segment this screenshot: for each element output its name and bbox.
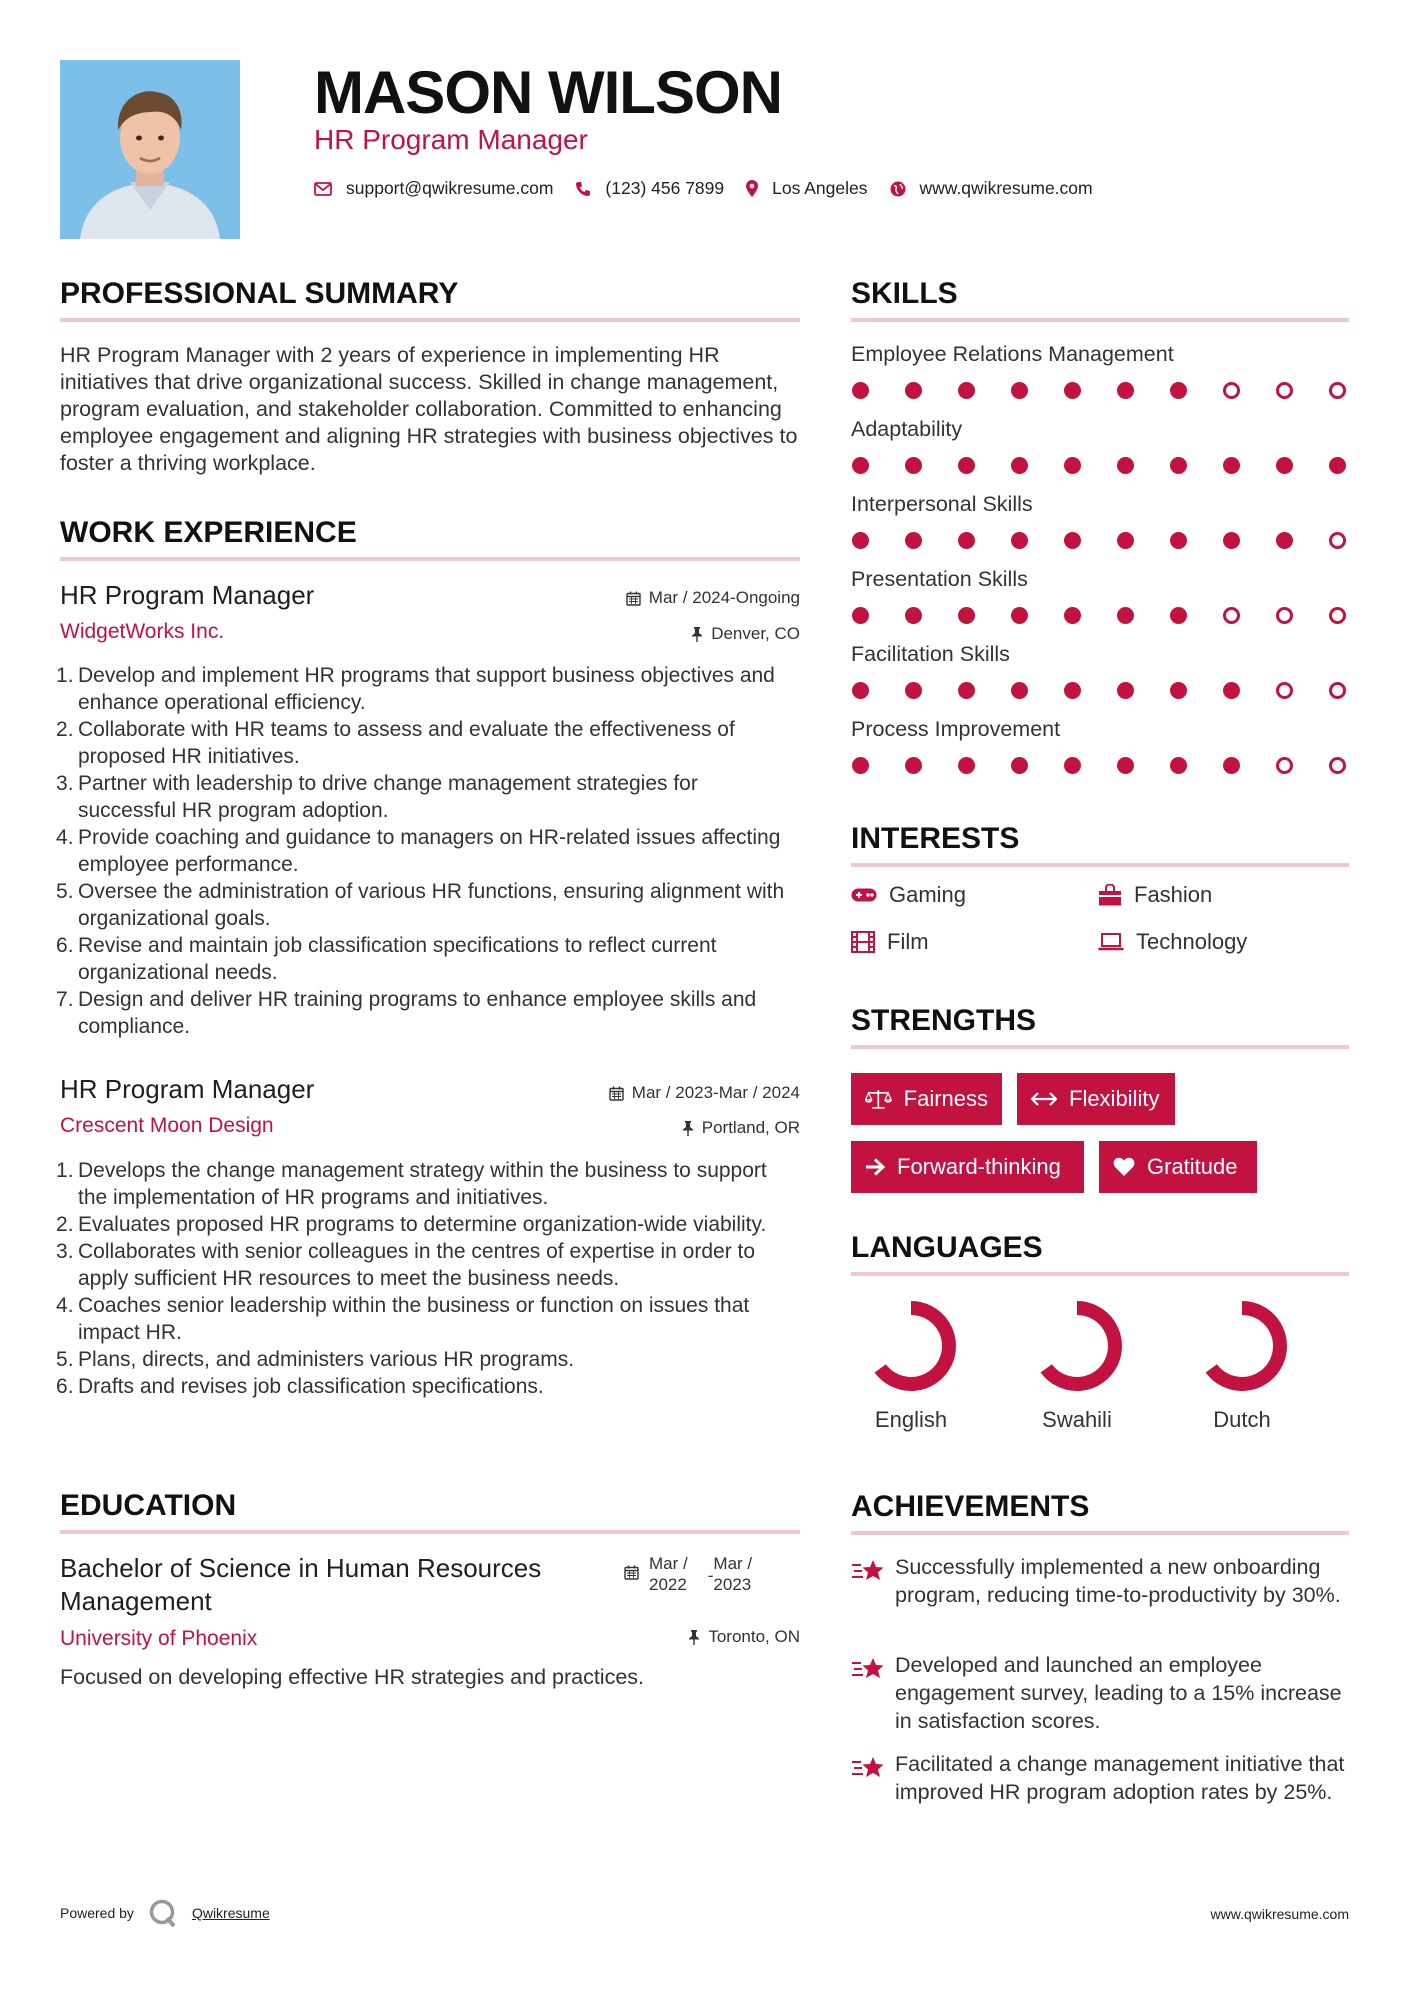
skill-dot-filled: [1064, 607, 1081, 624]
shooting-star-icon: [851, 1557, 885, 1585]
interest-item: [851, 929, 929, 955]
skill-dot-filled: [1223, 532, 1240, 549]
achievement-text: Developed and launched an employee engagement survey, leading to a 15% increase in satisfaction scores.: [895, 1653, 1342, 1733]
job-task-list: [78, 1157, 800, 1400]
section-divider: [851, 1272, 1349, 1276]
education-end-year: 2023: [713, 1575, 752, 1594]
section-title-strengths: STRENGTHS: [851, 1004, 1037, 1037]
strength-label: Gratitude: [1147, 1154, 1238, 1179]
skill-dot-filled: [1064, 682, 1081, 699]
education-location: [688, 1627, 800, 1647]
skill-dot-empty: [1223, 607, 1240, 624]
list-item: Evaluates proposed HR programs to determine organization-wide viability.: [78, 1213, 767, 1236]
section-divider: [851, 863, 1349, 867]
section-divider: [851, 1531, 1349, 1535]
language-item: [1177, 1296, 1307, 1433]
skill-dot-filled: [905, 532, 922, 549]
section-divider: [851, 318, 1349, 322]
section-title-education: EDUCATION: [60, 1489, 237, 1522]
skill-dot-filled: [1223, 457, 1240, 474]
language-name: Dutch: [1213, 1407, 1271, 1432]
skill-dot-filled: [852, 532, 869, 549]
calendar-icon: [624, 1565, 639, 1580]
contact-email-text: support@qwikresume.com: [346, 178, 554, 198]
skill-dot-filled: [1117, 682, 1134, 699]
film-icon: [851, 931, 875, 953]
laptop-icon: [1098, 932, 1124, 952]
section-title-work: WORK EXPERIENCE: [60, 516, 357, 549]
skill-dot-filled: [1117, 757, 1134, 774]
contact-website-text: www.qwikresume.com: [919, 178, 1093, 198]
skill-dot-filled: [905, 457, 922, 474]
contact-email[interactable]: [314, 178, 553, 199]
job-title: HR Program Manager: [60, 580, 315, 610]
skill-dot-filled: [852, 757, 869, 774]
job-location-text: Portland, OR: [701, 1118, 800, 1137]
education-location-text: Toronto, ON: [708, 1627, 800, 1646]
strength-label: Forward-thinking: [897, 1154, 1061, 1179]
skill-dot-empty: [1276, 757, 1293, 774]
map-marker-icon: [746, 180, 758, 197]
balance-scale-icon: [865, 1088, 892, 1110]
interest-item: [1098, 929, 1247, 955]
list-item: Oversee the administration of various HR functions, ensuring alignment with organizational goals.: [78, 880, 785, 930]
skill-dot-filled: [1011, 532, 1028, 549]
globe-icon: [890, 181, 906, 197]
skill-dot-filled: [1276, 457, 1293, 474]
language-item: [1012, 1296, 1142, 1433]
footer-branding: [60, 1898, 270, 1928]
skill-dot-filled: [1064, 532, 1081, 549]
list-item: Coaches senior leadership within the business or function on issues that impact HR.: [78, 1294, 750, 1344]
skill-dot-filled: [852, 382, 869, 399]
shopping-bag-icon: [1098, 884, 1122, 906]
section-title-summary: PROFESSIONAL SUMMARY: [60, 277, 459, 310]
interest-item: [851, 882, 966, 908]
achievement-item: [851, 1553, 1351, 1609]
job-company: WidgetWorks Inc.: [60, 620, 225, 643]
candidate-name: MASON WILSON: [314, 59, 782, 126]
skill-dot-filled: [905, 382, 922, 399]
skill-dot-filled: [958, 457, 975, 474]
list-item: Collaborate with HR teams to assess and evaluate the effectiveness of proposed HR initiatives.: [78, 718, 735, 768]
list-item: Collaborates with senior colleagues in the centres of expertise in order to apply sufficient HR resources to meet the business needs.: [78, 1240, 756, 1290]
skill-dot-filled: [958, 382, 975, 399]
skill-rating: [852, 382, 1346, 399]
skill-dot-empty: [1329, 757, 1346, 774]
skill-dot-filled: [1170, 682, 1187, 699]
skill-dot-empty: [1329, 682, 1346, 699]
achievement-item: [851, 1651, 1351, 1735]
skill-dot-filled: [905, 682, 922, 699]
skill-dot-filled: [1117, 532, 1134, 549]
language-level-arc: [1046, 1308, 1115, 1384]
strength-badge: [1017, 1073, 1175, 1125]
list-item: Revise and maintain job classification specifications to reflect current organizational needs.: [78, 934, 717, 984]
section-divider: [60, 557, 800, 561]
skill-dot-filled: [1011, 457, 1028, 474]
job-task-list: [78, 662, 800, 1040]
list-item: Develop and implement HR programs that support business objectives and enhance operational efficiency.: [78, 664, 775, 714]
skill-dot-empty: [1329, 532, 1346, 549]
job-company: Crescent Moon Design: [60, 1114, 274, 1137]
skill-dot-filled: [1011, 382, 1028, 399]
arrows-horizontal-icon: [1031, 1092, 1057, 1106]
pushpin-icon: [682, 1121, 694, 1136]
profile-photo: [60, 60, 240, 239]
language-name: English: [874, 1407, 948, 1432]
calendar-icon: [609, 1086, 624, 1101]
heart-icon: [1113, 1157, 1135, 1177]
education-description: Focused on developing effective HR strategies and practices.: [60, 1665, 645, 1689]
skill-dot-filled: [1329, 457, 1346, 474]
skill-dot-filled: [958, 532, 975, 549]
job-dates: [609, 1083, 800, 1103]
strength-label: Fairness: [903, 1086, 988, 1111]
powered-by-label: Powered by: [60, 1905, 134, 1921]
section-title-skills: SKILLS: [851, 277, 958, 310]
skill-dot-filled: [1064, 757, 1081, 774]
skill-dot-empty: [1223, 382, 1240, 399]
skill-rating: [852, 682, 1346, 699]
section-title-achievements: ACHIEVEMENTS: [851, 1490, 1090, 1523]
list-item: Partner with leadership to drive change management strategies for successful HR program adoption.: [78, 772, 698, 822]
skill-dot-filled: [1170, 607, 1187, 624]
skill-dot-filled: [1064, 457, 1081, 474]
language-progress-ring: [861, 1296, 961, 1396]
date-separator: -: [707, 1566, 714, 1585]
contact-bar: [314, 178, 1115, 199]
education-dates: [624, 1553, 752, 1595]
achievement-text: Successfully implemented a new onboarding program, reducing time-to-productivity by 30%.: [895, 1555, 1341, 1607]
skill-dot-empty: [1276, 382, 1293, 399]
skill-dot-filled: [958, 682, 975, 699]
list-item: Develops the change management strategy within the business to support the implementation of HR programs and initiatives.: [78, 1159, 767, 1209]
skill-dot-filled: [1276, 532, 1293, 549]
skill-dot-filled: [1170, 757, 1187, 774]
job-title: HR Program Manager: [60, 1074, 315, 1104]
interest-label: Gaming: [889, 882, 967, 907]
interest-label: Film: [887, 929, 929, 954]
job-location: [691, 624, 800, 644]
qwikresume-logo-icon: [148, 1898, 180, 1928]
candidate-title: HR Program Manager: [314, 124, 588, 155]
envelope-icon: [314, 182, 332, 196]
shooting-star-icon: [851, 1754, 885, 1782]
skill-dot-filled: [1117, 607, 1134, 624]
skill-dot-empty: [1329, 382, 1346, 399]
language-progress-ring: [1027, 1296, 1127, 1396]
phone-icon: [575, 181, 591, 197]
skill-rating: [852, 457, 1346, 474]
brand-link[interactable]: Qwikresume: [191, 1905, 270, 1921]
section-divider: [851, 1045, 1349, 1049]
skill-dot-filled: [1223, 757, 1240, 774]
skill-dot-empty: [1329, 607, 1346, 624]
strength-badge: [851, 1073, 1002, 1125]
education-start-year: 2022: [649, 1575, 687, 1594]
interest-label: Technology: [1136, 929, 1248, 954]
skill-name: Process Improvement: [851, 717, 1061, 741]
footer-website[interactable]: www.qwikresume.com: [1210, 1906, 1349, 1922]
skill-rating: [852, 532, 1346, 549]
section-divider: [60, 1530, 800, 1534]
language-level-arc: [880, 1308, 949, 1384]
skill-name: Interpersonal Skills: [851, 492, 1033, 516]
skill-dot-filled: [1064, 382, 1081, 399]
skill-name: Facilitation Skills: [851, 642, 1010, 666]
education-start-date: [649, 1553, 688, 1595]
skill-name: Employee Relations Management: [851, 342, 1174, 366]
skill-name: Presentation Skills: [851, 567, 1028, 591]
contact-phone[interactable]: [575, 178, 724, 199]
job-location-text: Denver, CO: [711, 624, 800, 643]
skill-dot-filled: [1170, 532, 1187, 549]
skill-dot-empty: [1276, 607, 1293, 624]
skill-dot-filled: [852, 682, 869, 699]
education-degree: Bachelor of Science in Human Resources Management: [60, 1553, 542, 1616]
pushpin-icon: [688, 1630, 700, 1645]
strength-badge: [1099, 1141, 1257, 1193]
arrow-right-icon: [865, 1158, 885, 1176]
interest-item: [1098, 882, 1212, 908]
section-divider: [60, 318, 800, 322]
list-item: Plans, directs, and administers various HR programs.: [78, 1348, 575, 1371]
skill-dot-filled: [852, 457, 869, 474]
shooting-star-icon: [851, 1655, 885, 1683]
skill-dot-filled: [852, 607, 869, 624]
skill-dot-filled: [1223, 682, 1240, 699]
skill-dot-filled: [905, 607, 922, 624]
gamepad-icon: [851, 887, 877, 903]
skill-dot-filled: [958, 607, 975, 624]
education-start-month: Mar /: [649, 1554, 688, 1573]
skill-rating: [852, 757, 1346, 774]
interest-label: Fashion: [1134, 882, 1213, 907]
language-name: Swahili: [1042, 1407, 1112, 1432]
list-item: Design and deliver HR training programs to enhance employee skills and compliance.: [78, 988, 757, 1038]
section-title-languages: LANGUAGES: [851, 1231, 1043, 1264]
strength-label: Flexibility: [1069, 1086, 1160, 1111]
language-level-arc: [1211, 1308, 1280, 1384]
skill-dot-filled: [1011, 757, 1028, 774]
skill-name: Adaptability: [851, 417, 963, 441]
skill-dot-filled: [1170, 457, 1187, 474]
calendar-icon: [626, 591, 641, 606]
achievement-item: [851, 1750, 1351, 1806]
skill-dot-filled: [1117, 382, 1134, 399]
skill-dot-filled: [1170, 382, 1187, 399]
education-end-month: Mar /: [713, 1554, 753, 1573]
contact-location: [746, 178, 867, 199]
education-school: University of Phoenix: [60, 1627, 258, 1650]
skill-dot-filled: [958, 757, 975, 774]
list-item: Drafts and revises job classification specifications.: [78, 1375, 544, 1398]
job-dates-text: Mar / 2023-Mar / 2024: [631, 1083, 800, 1102]
skill-dot-empty: [1276, 682, 1293, 699]
job-dates: [626, 588, 800, 608]
education-end-date: [713, 1553, 752, 1595]
contact-website[interactable]: [890, 178, 1093, 199]
skill-dot-filled: [1011, 682, 1028, 699]
job-location: [682, 1118, 800, 1138]
pushpin-icon: [691, 627, 703, 642]
contact-phone-text: (123) 456 7899: [605, 178, 725, 198]
language-item: [846, 1296, 976, 1433]
summary-text: HR Program Manager with 2 years of experience in implementing HR initiatives that drive organizational success. Skilled in change management, program evaluation, and stakeholder collaboration. Committed to enhancing employee engagement and aligning HR strategies with business objectives to foster a thriving workplace.: [60, 343, 798, 475]
skill-rating: [852, 607, 1346, 624]
language-progress-ring: [1192, 1296, 1292, 1396]
job-dates-text: Mar / 2024-Ongoing: [648, 588, 800, 607]
list-item: Provide coaching and guidance to managers on HR-related issues affecting employee performance.: [78, 826, 781, 876]
contact-location-text: Los Angeles: [772, 178, 868, 198]
skill-dot-filled: [1011, 607, 1028, 624]
achievement-text: Facilitated a change management initiative that improved HR program adoption rates by 25%.: [895, 1752, 1345, 1804]
section-title-interests: INTERESTS: [851, 822, 1020, 855]
strength-badge: [851, 1141, 1084, 1193]
skill-dot-filled: [905, 757, 922, 774]
skill-dot-filled: [1117, 457, 1134, 474]
